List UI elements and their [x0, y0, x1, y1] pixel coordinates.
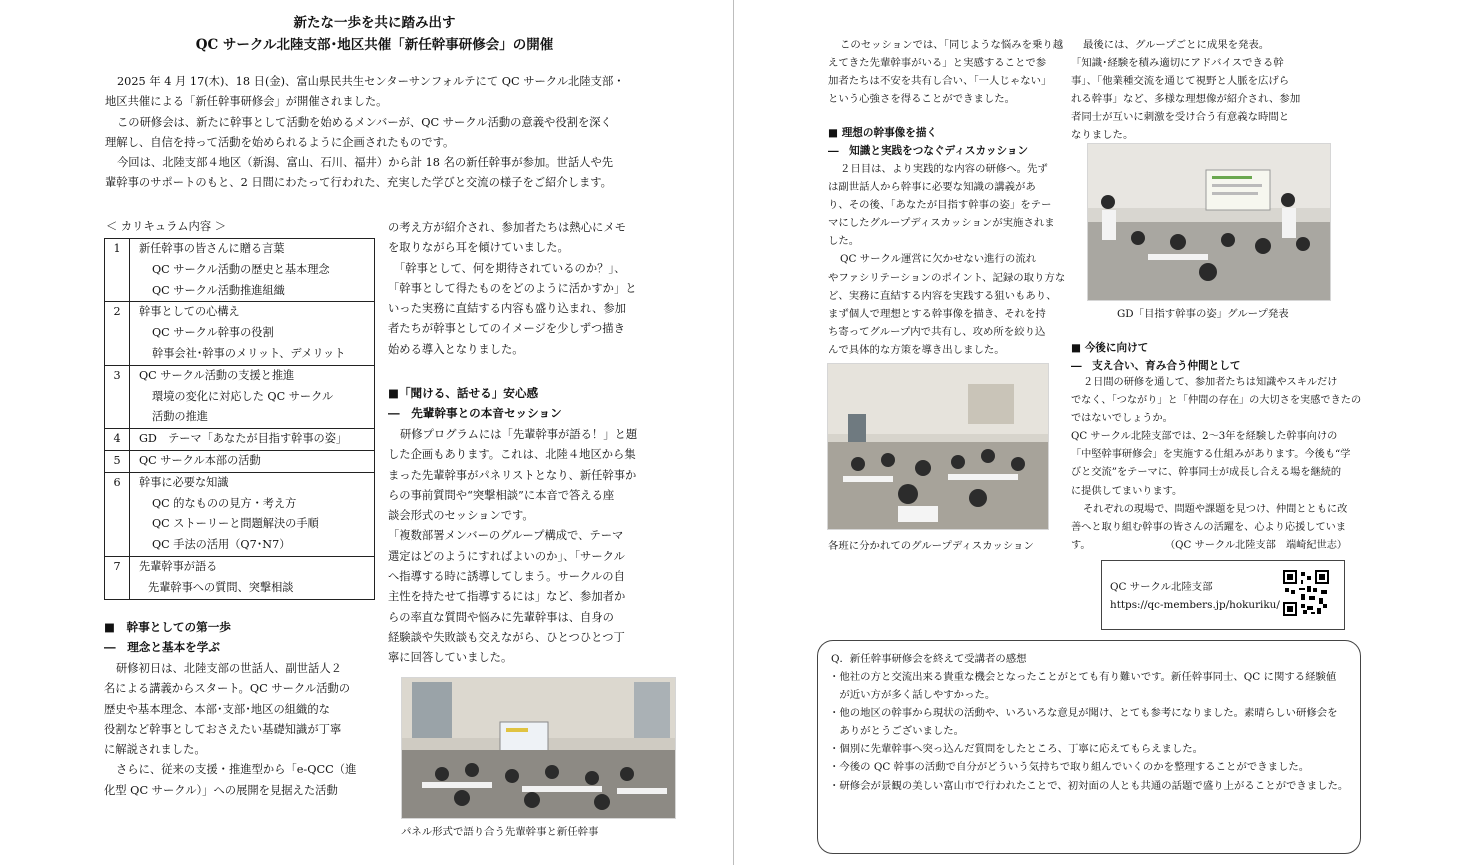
group-presentation-text	[1071, 36, 1300, 145]
curriculum-heading: ＜ カリキュラム内容 ＞	[106, 220, 227, 233]
curriculum-row	[105, 473, 374, 557]
body-line: した企画もあります。これは、北陸４地区から集	[388, 448, 636, 462]
section1-continued	[388, 218, 637, 360]
body-line: 経験談や失敗談も交えながら、ひとつひとつ丁	[388, 630, 625, 644]
curriculum-row	[105, 429, 374, 451]
body-line: えてきた先輩幹事がいる」と実感することで参	[828, 57, 1047, 70]
body-line: 事」、「他業種交流を通じて視野と人脈を広げら	[1071, 75, 1290, 88]
article-subtitle: QC サークル北陸支部･地区共催「新任幹事研修会」の開催	[195, 37, 554, 53]
curriculum-number: 4	[105, 429, 130, 450]
curriculum-row	[105, 557, 374, 599]
body-line: 始める導入となりました。	[388, 342, 524, 356]
body-line: 加者たちは不安を共有し合い、「一人じゃない」	[828, 75, 1052, 88]
body-line: このセッションでは、「同じような悩みを乗り越	[840, 39, 1064, 51]
body-line: という心強さを得ることができました。	[828, 93, 1016, 106]
section-subheading: ― 知識と実践をつなぐディスカッション	[828, 145, 1029, 157]
body-line: 主性を持たせて指導するには」など、参加者か	[388, 590, 626, 604]
curriculum-number: 1	[105, 239, 130, 301]
curriculum-row	[105, 366, 374, 429]
body-line: 研修プログラムには「先輩幹事が語る！」と題	[400, 428, 638, 441]
body-line: らの率直な質問や悩みに先輩幹事は、自身の	[388, 610, 614, 624]
body-line: まった先輩幹事がパネリストとなり、新任幹事か	[388, 468, 637, 482]
curriculum-number: 3	[105, 366, 130, 428]
body-line: それぞれの現場で、問題や課題を見つけ、仲間とともに改	[1083, 503, 1348, 515]
body-line: 最後には、グループごとに成果を発表。	[1083, 39, 1270, 51]
curriculum-table	[104, 238, 375, 600]
body-line: 寧に回答していました。	[388, 651, 513, 665]
curriculum-item: 幹事としての心構え	[139, 305, 240, 319]
curriculum-subitem: 環境の変化に対応した QC サークル	[152, 389, 334, 403]
body-line: を取りながら耳を傾けていました。	[388, 241, 569, 255]
body-line: の考え方が紹介され、参加者たちは熱心にメモ	[388, 221, 626, 234]
body-line: いった実務に直結する内容も盛り込まれ、参加	[388, 302, 626, 316]
body-line: らの事前質問や“突撃相談”に本音で答える座	[388, 488, 615, 502]
section-subheading: ― 先輩幹事との本音セッション	[388, 406, 562, 420]
curriculum-subitem: QC サークル活動の歴史と基本理念	[152, 262, 330, 276]
section2-body	[388, 425, 637, 669]
body-line: QC サークル運営に欠かせない進行の流れ	[840, 253, 1037, 266]
panel-session-photo	[401, 677, 676, 819]
curriculum-number: 7	[105, 557, 130, 599]
body-line: ち寄ってグループ内で共有し、攻め所を絞り込	[828, 325, 1046, 338]
section-heading: ■ 今後に向けて	[1071, 342, 1149, 354]
body-line: へ指導する時に誘導してしまう。サークルの自	[388, 570, 625, 584]
body-line: 役割など幹事としておさえたい基礎知識が丁寧	[104, 722, 342, 736]
curriculum-item: QC サークル本部の活動	[139, 453, 261, 467]
group-presentation-photo	[1087, 143, 1331, 301]
section-heading: ■ 幹事としての第一歩	[104, 620, 231, 634]
contact-url-link[interactable]: https://qc-members.jp/hokuriku/	[1110, 599, 1280, 611]
feedback-item: ・研修会が景観の美しい富山市で行われたことで、初対面の人とも共通の話題で盛り上がることができました。	[829, 779, 1349, 792]
feedback-item: が近い方が多く話しやすかった。	[829, 689, 996, 702]
body-line: 「幹事として、何を期待されているのか？」、	[394, 261, 626, 275]
curriculum-row	[105, 239, 374, 302]
curriculum-subitem: 活動の推進	[152, 410, 208, 424]
body-line: びと交流”をテーマに、幹事同士が成長し合える場を継続的	[1071, 467, 1342, 479]
body-line: した。	[828, 235, 860, 248]
body-line: QC サークル北陸支部では、2～3年を経験した幹事向けの	[1071, 431, 1338, 443]
body-line: ではないでしょうか。	[1071, 413, 1173, 425]
body-line: 「複数部署メンバーのグループ構成で、テーマ	[388, 529, 624, 543]
intro-line: 地区共催による「新任幹事研修会」が開催されました。	[105, 95, 388, 109]
curriculum-subitem: QC サークル幹事の役割	[152, 326, 274, 340]
curriculum-subitem: QC サークル活動推進組織	[152, 283, 285, 297]
curriculum-number: 5	[105, 451, 130, 472]
feedback-item: ・他の地区の幹事から現状の活動や、いろいろな意見が聞け、とても参考になりました。素晴らしい研修会を	[829, 707, 1338, 720]
photo-caption: 各班に分かれてのグループディスカッション	[828, 540, 1034, 552]
page-divider	[733, 0, 734, 865]
feedback-heading: Q．新任幹事研修会を終えて受講者の感想	[831, 653, 1027, 665]
body-line: なりました。	[1071, 129, 1134, 142]
group-discussion-photo	[827, 363, 1049, 530]
section1-body	[104, 659, 356, 801]
body-line: 「知識･経験を積み適切にアドバイスできる幹	[1071, 57, 1284, 70]
section3-body	[828, 160, 1065, 359]
feedback-item: ありがとうございました。	[829, 725, 965, 738]
body-line: ２日間の研修を通して、参加者たちは知識やスキルだけ	[1083, 377, 1338, 388]
intro-paragraph	[105, 72, 625, 194]
section-heading: ■「聞ける、話せる」安心感	[388, 386, 539, 400]
feedback-list	[829, 668, 1348, 795]
contact-name: QC サークル北陸支部	[1110, 581, 1213, 593]
curriculum-item: QC サークル活動の支援と推進	[139, 368, 295, 382]
feedback-item: ・今後の QC 幹事の活動で自分がどういう気持ちで取り組んでいくのかを整理することができました。	[829, 761, 1310, 774]
section-subheading: ― 理念と基本を学ぶ	[104, 640, 220, 654]
body-line: 者同士が互いに刺激を受け合う有意義な時間と	[1071, 111, 1290, 124]
body-line: 選定はどのようにすればよいのか」、「サークル	[388, 549, 625, 563]
curriculum-item: GD テーマ「あなたが目指す幹事の姿」	[139, 432, 348, 446]
curriculum-row	[105, 451, 374, 473]
section-subheading: ― 支え合い、育み合う仲間として	[1071, 360, 1241, 372]
body-line: す。	[1071, 539, 1091, 551]
section4-body	[1071, 374, 1361, 555]
body-line: は副世話人から幹事に必要な知識の講義があ	[828, 181, 1036, 194]
body-line: んで具体的な方策を導き出しました。	[828, 343, 1005, 356]
curriculum-subitem: QC 的なものの見方・考え方	[152, 496, 297, 510]
photo-caption: GD「目指す幹事の姿」グループ発表	[1117, 308, 1289, 320]
intro-line: この研修会は、新たに幹事として活動を始めるメンバーが、QC サークル活動の意義や役割を深く	[117, 115, 612, 129]
body-line: マにしたグループディスカッションが実施されま	[828, 217, 1055, 230]
curriculum-number: 2	[105, 302, 130, 364]
intro-line: 2025 年 4 月 17(木)、18 日(金)、富山県民共生センターサンフォルテにて QC サークル北陸支部・	[117, 75, 625, 88]
body-line: 「中堅幹事研修会」を実施する仕組みがあります。今後も“学	[1071, 449, 1351, 461]
curriculum-item: 先輩幹事が語る	[139, 559, 218, 573]
curriculum-row	[105, 302, 374, 365]
body-line: り、その後、「あなたが目指す幹事の姿」をテー	[828, 199, 1052, 212]
body-line: やファシリテーションのポイント、記録の取り方な	[828, 271, 1066, 284]
body-line: 化型 QC サークル）」への展開を見据えた活動	[104, 783, 338, 797]
section-heading: ■ 理想の幹事像を描く	[828, 127, 938, 139]
body-line: ２日目は、より実践的な内容の研修へ。先ず	[840, 163, 1048, 175]
curriculum-subitem: 幹事会社･幹事のメリット、デメリット	[152, 346, 346, 360]
curriculum-subitem: 先輩幹事への質問、突撃相談	[148, 580, 294, 594]
curriculum-subitem: QC ストーリーと問題解決の手順	[152, 517, 319, 531]
body-line: さらに、従来の支援・推進型から「e-QCC（進	[116, 763, 357, 777]
feedback-item: ・個別に先輩幹事へ突っ込んだ質問をしたところ、丁寧に応えてもらえました。	[829, 743, 1204, 756]
curriculum-subitem: QC 手法の活用（Q7･N7）	[152, 538, 291, 552]
article-signature: （QC サークル北陸支部 端崎紀世志）	[1165, 540, 1348, 551]
body-line: 談会形式のセッションです。	[388, 509, 534, 523]
body-line: 「幹事として得たものをどのように活かすか」と	[388, 281, 637, 295]
article-title: 新たな一歩を共に踏み出す	[293, 15, 456, 31]
curriculum-item: 幹事に必要な知識	[139, 475, 229, 489]
intro-line: 今回は、北陸支部４地区（新潟、富山、石川、福井）から計 18 名の新任幹事が参加。世話人や先	[117, 156, 614, 170]
curriculum-number: 6	[105, 473, 130, 556]
photo-caption: パネル形式で語り合う先輩幹事と新任幹事	[401, 826, 599, 838]
body-line: まず個人で理想とする幹事像を描き、それを持	[828, 307, 1046, 320]
body-line: に解説されました。	[104, 743, 206, 757]
intro-line: 理解し、自信を持って活動を始められるように企画されたものです。	[105, 135, 455, 149]
body-line: 者たちが幹事としてのイメージを少しずつ描き	[388, 322, 625, 336]
intro-line: 輩幹事のサポートのもと、2 日間にわたって行われた、充実した学びと交流の様子をご紹介します。	[105, 176, 612, 190]
body-line: 名による講義からスタート。QC サークル活動の	[104, 682, 351, 696]
curriculum-item: 新任幹事の皆さんに贈る言葉	[139, 242, 285, 255]
body-line: でなく、「つながり」と「仲間の存在」の大切さを実感できたの	[1071, 395, 1362, 407]
body-line: 善へと取り組む幹事の皆さんの活躍を、心より応援していま	[1071, 521, 1347, 533]
qr-code	[1283, 570, 1329, 616]
body-line: に提供してまいります。	[1071, 485, 1183, 497]
body-line: ど、実務に直結する内容を実践する狙いもあり、	[828, 289, 1057, 302]
session-conclusion	[828, 36, 1063, 108]
body-line: れる幹事」など、多様な理想像が紹介され、参加	[1071, 93, 1301, 106]
body-line: 研修初日は、北陸支部の世話人、副世話人２	[116, 662, 342, 675]
body-line: 歴史や基本理念、本部･支部･地区の組織的な	[104, 702, 330, 716]
feedback-item: ・他社の方と交流出来る貴重な機会となったことがとても有り難いです。新任幹事同士、QC に関する経験値	[829, 671, 1337, 683]
